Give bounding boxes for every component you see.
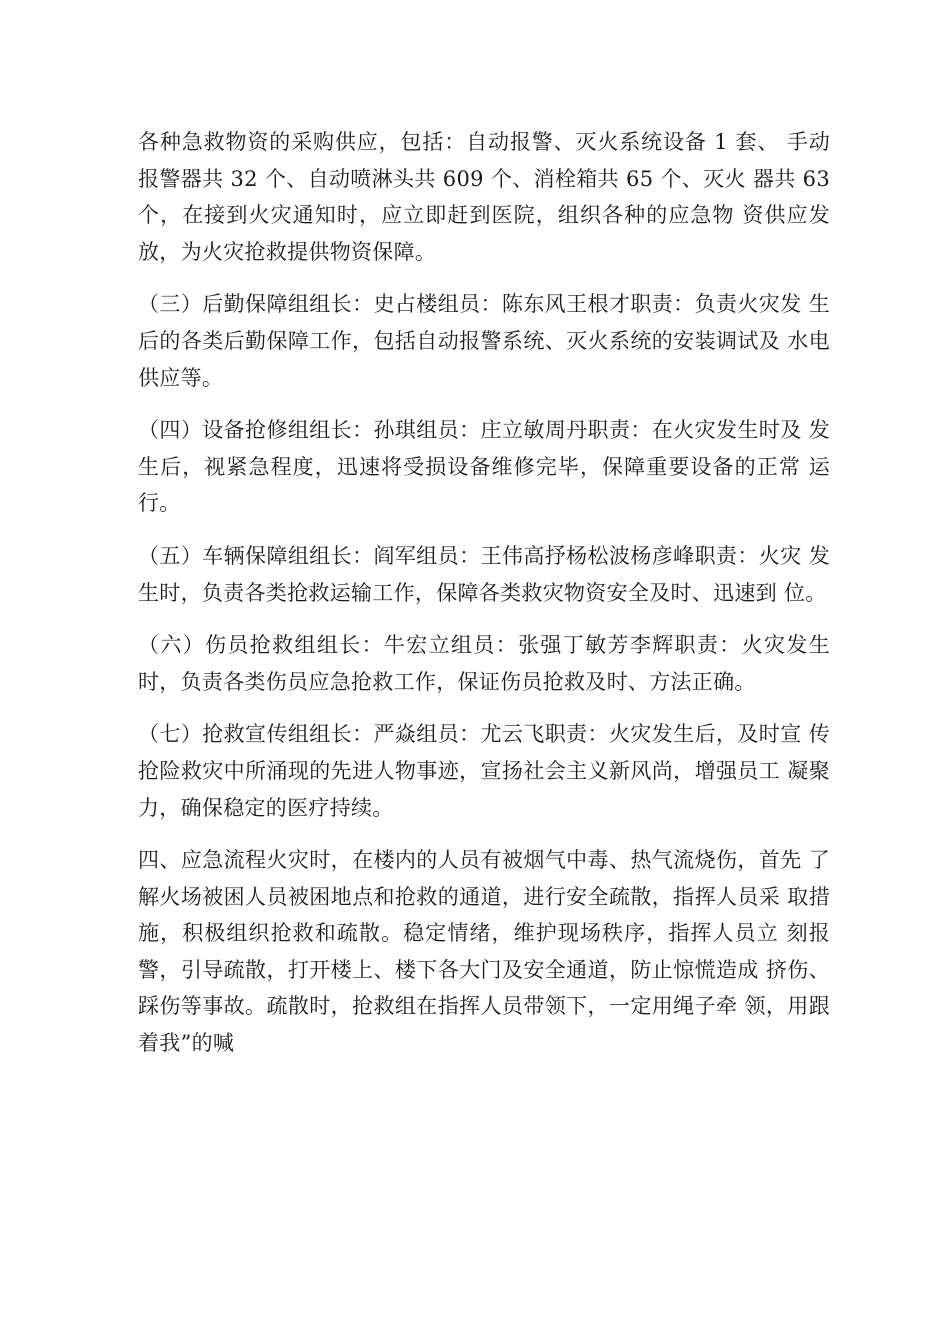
paragraph-supplies: 各种急救物资的采购供应，包括：自动报警、灭火系统设备 1 套、 手动报警器共 32 个、自动喷淋头共 609 个、消栓箱共 65 个、灭火 器共 63 个，在接到火灾通知时，应立即赶到医院，组织各种的应急物 资供应发放，为火灾抢救提供物资保障。 <box>138 130 830 264</box>
paragraph-emergency-procedure: 四、应急流程火灾时，在楼内的人员有被烟气中毒、热气流烧伤，首先 了解火场被困人员被困地点和抢救的通道，进行安全疏散，指挥人员采 取措施，积极组织抢救和疏散。稳定情绪，维护现场秩序，指挥人员立 刻报警，引导疏散，打开楼上、楼下各大门及安全通道，防止惊慌造成 挤伤、踩伤等事故。疏散时，抢救组在指挥人员带领下，一定用绳子牵 领，用跟着我”的喊 <box>138 848 830 1056</box>
paragraph-publicity-group: （七）抢救宣传组组长：严焱组员：尤云飞职责：火灾发生后，及时宣 传抢险救灾中所涌现的先进人物事迹，宣扬社会主义新风尚，增强员工 凝聚力，确保稳定的医疗持续。 <box>138 722 830 820</box>
document-body <box>138 124 830 1078</box>
paragraph-vehicle-group: （五）车辆保障组组长：阎军组员：王伟高抒杨松波杨彦峰职责：火灾 发生时，负责各类抢救运输工作，保障各类救灾物资安全及时、迅速到 位。 <box>138 543 830 605</box>
paragraph-logistics-group: （三）后勤保障组组长：史占楼组员：陈东风王根才职责：负责火灾发 生后的各类后勤保障工作，包括自动报警系统、灭火系统的安装调试及 水电供应等。 <box>138 292 830 390</box>
paragraph-rescue-group: （六）伤员抢救组组长：牛宏立组员：张强丁敏芳李辉职责：火灾发生 时，负责各类伤员应急抢救工作，保证伤员抢救及时、方法正确。 <box>138 633 830 694</box>
paragraph-repair-group: （四）设备抢修组组长：孙琪组员：庄立敏周丹职责：在火灾发生时及 发生后，视紧急程度，迅速将受损设备维修完毕，保障重要设备的正常 运行。 <box>138 418 830 516</box>
